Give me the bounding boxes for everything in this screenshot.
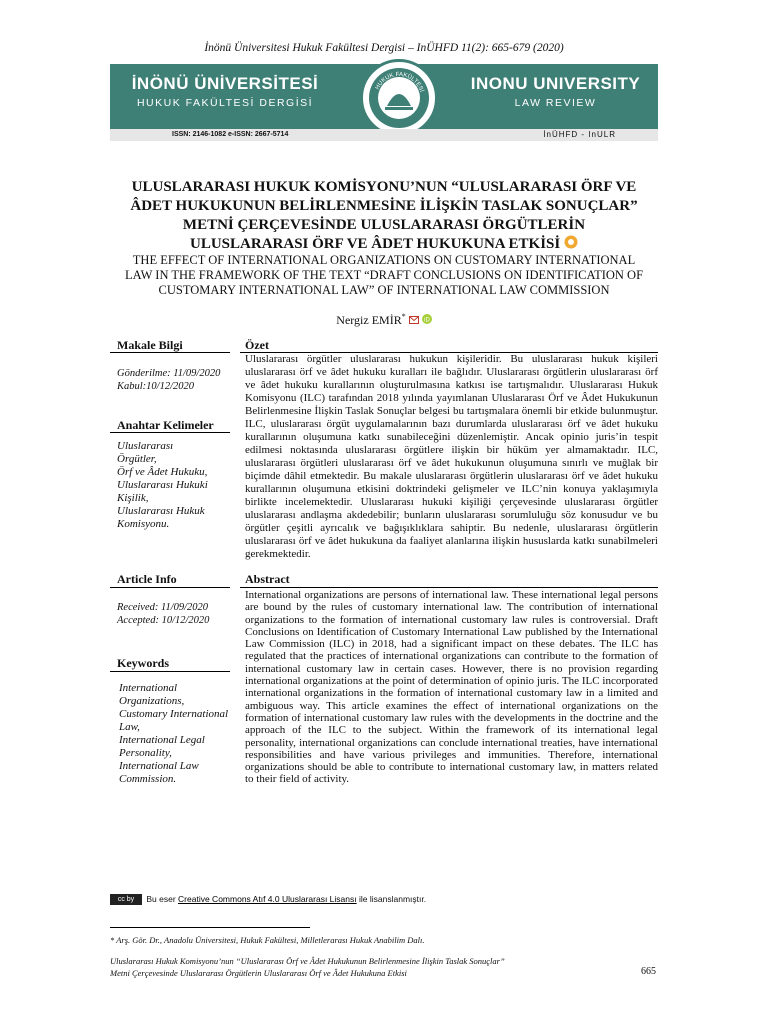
- title-tr-line: ULUSLARARASI ÖRF VE ÂDET HUKUKUNA ETKİSİ: [190, 236, 561, 252]
- abstract-body: International organizations are persons of international law. These international legal persons are bound by the rules of customary international law. The contribution of international organizations to the formation of international customary law rules is controversial. Draft Conclusions on Identification of Customary International Law published by the International Law Commission (ILC) in 2018, had a significant impact on these debates. The ILC has regulated that the practices of international organizations can contribute to the formation of international customary law in certain cases. However, there is no provision regarding international organizations at the point of determination of opinio juris. The ILC incorporated international organizations in the formation of international customary law in a limited and ambiguous way. This article examines the effect of international organizations on the formation of international customary law rules with the developments in the doctrine and the approach of the ILC to the subject. Within the framework of its international legal personality, international organizations can conclude international treaties, have international responsibilities and have various privileges and immunities. Therefore, international organizations should be able to contribute to international customary law, in matters related to their field of activity.: [245, 589, 658, 786]
- keyword: Commission.: [119, 773, 177, 785]
- banner-right-subtitle: LAW REVIEW: [514, 97, 597, 109]
- summary-body: Uluslararası örgütler uluslararası hukukun kişileridir. Bu uluslararası hukuk kişileri uluslararası örf ve âdet hukuku kuralları ile bağlıdır. Uluslararası örgütlerin uluslararası örf ve âdet hukuku kurallarının oluşturulmasına katkısı ise tartışmalıdır. Uluslararası Hukuk Komisyonu (ILC) tarafından 2018 yılında yayımlanan Uluslararası Örf ve Âdet Hukukunun Belirlenmesine İlişkin Taslak Sonuçlar belgesi bu tartışmalara önemli bir etkide bulunmuştur. ILC, uluslararası örgüt uygulamalarının bazı durumlarda uluslararası örf ve âdet hukuku kurallarının oluşumuna katkı sunabileceğini düzenlemiştir. Ancak opinio juris’in tespit edilmesi noktasında uluslararası örgütlere ilişkin bir hüküm yer almamaktadır. ILC, uluslararası örgütleri uluslararası örf ve âdet hukukunun oluşumuna sınırlı ve muğlak bir biçimde dâhil etmektedir. Bu makale uluslararası örgütlerin uluslararası örf ve âdet hukuku kurallarının oluşumuna etkisini doktrindeki gelişmeler ve ILC’nin konuya yaklaşımıyla birlikte incelemektedir. Uluslararası hukuki kişiliği çerçevesinde uluslararası örgütler uluslararası andlaşma akdedebilir; bunların uluslararası sorumluluğu söz konusudur ve bu örgütler çeşitli ayrıcalık ve bağışıklıklara sahiptir. Bu nedenle, uluslararası örgütlerin uluslararası örf ve âdet hukukuna da faaliyet alanlarına ilişkin hususlarda katkı sunabilmeleri gerekmektedir.: [245, 353, 658, 560]
- running-footer: [110, 955, 505, 979]
- university-seal-icon: [363, 62, 435, 134]
- title-en-line: LAW IN THE FRAMEWORK OF THE TEXT “DRAFT CONCLUSIONS ON IDENTIFICATION OF: [124, 268, 644, 282]
- svg-text:iD: iD: [423, 317, 430, 324]
- email-icon[interactable]: [409, 316, 419, 324]
- divider: [110, 432, 230, 433]
- cc-by-badge-icon[interactable]: cc by: [110, 894, 142, 905]
- journal-banner: [110, 64, 658, 129]
- article-title-tr: [90, 178, 678, 254]
- dates-en: [117, 601, 209, 627]
- keyword: Customary International: [119, 708, 229, 720]
- accepted-date: Accepted: 10/12/2020: [117, 615, 210, 626]
- keywords-en: [119, 682, 239, 786]
- keyword: International Law: [119, 760, 199, 772]
- keyword: Personality,: [119, 747, 172, 759]
- keyword: Organizations,: [119, 695, 185, 707]
- orcid-icon[interactable]: [422, 314, 432, 324]
- divider: [110, 671, 230, 672]
- crossmark-icon[interactable]: [564, 235, 578, 249]
- page-number: 665: [641, 966, 656, 977]
- banner-left: [110, 74, 340, 109]
- keyword: Komisyonu.: [117, 518, 170, 530]
- banner-right: [453, 74, 658, 109]
- keyword: Law,: [119, 721, 140, 733]
- footnote: * Arş. Gör. Dr., Anadolu Üniversitesi, Hukuk Fakültesi, Milletlerarası Hukuk Anabilim Dalı.: [110, 935, 425, 945]
- article-info-heading-tr: Makale Bilgi: [117, 338, 183, 352]
- title-tr-line-last: [90, 235, 678, 254]
- banner-right-title: INONU UNIVERSITY: [470, 74, 641, 93]
- divider: [110, 587, 230, 588]
- banner-left-subtitle: HUKUK FAKÜLTESİ DERGİSİ: [136, 97, 314, 109]
- license-prefix: Bu eser: [146, 894, 176, 904]
- dates-tr: [117, 367, 220, 393]
- keyword: Örgütler,: [117, 453, 157, 465]
- issn-bar: [110, 129, 658, 141]
- license-suffix: ile lisanslanmıştır.: [359, 894, 427, 904]
- author-name: Nergiz EMİR: [336, 313, 402, 327]
- title-en-line: CUSTOMARY INTERNATIONAL LAW” OF INTERNATIONAL LAW COMMISSION: [158, 283, 610, 297]
- university-logo: [360, 59, 438, 137]
- running-footer-line: Metni Çerçevesinde Uluslararası Örgütlerin Uluslararası Örf ve Âdet Hukukuna Etkisi: [110, 968, 407, 978]
- license-line: [110, 894, 426, 905]
- journal-header: İnönü Üniversitesi Hukuk Fakültesi Dergisi – InÜHFD 11(2): 665-679 (2020): [204, 42, 564, 54]
- keyword: Uluslararası Hukuk: [117, 505, 205, 517]
- article-title-en: [110, 253, 658, 298]
- author-footnote-mark: *: [401, 312, 406, 321]
- title-tr-line: ÂDET HUKUKUNUN BELİRLENMESİNE İLİŞKİN TASLAK SONUÇLAR”: [130, 198, 638, 214]
- keyword: Örf ve Âdet Hukuku,: [117, 466, 208, 478]
- article-info-heading-en: Article Info: [117, 572, 177, 586]
- received-date: Received: 11/09/2020: [117, 602, 209, 613]
- keywords-heading-tr: Anahtar Kelimeler: [117, 418, 214, 432]
- keyword: International: [119, 682, 178, 694]
- logo-text: HUKUK FAKÜLTESİ: [374, 71, 425, 93]
- summary-heading: Özet: [245, 338, 269, 352]
- keyword: International Legal: [119, 734, 205, 746]
- title-en-line: THE EFFECT OF INTERNATIONAL ORGANIZATIONS ON CUSTOMARY INTERNATIONAL: [132, 253, 636, 267]
- footnote-divider: [110, 927, 310, 928]
- title-tr-line: ULUSLARARASI HUKUK KOMİSYONU’NUN “ULUSLARARASI ÖRF VE: [131, 179, 637, 195]
- banner-left-title: İNÖNÜ ÜNİVERSİTESİ: [131, 74, 319, 93]
- keywords-tr: [117, 440, 232, 531]
- license-link[interactable]: Creative Commons Atıf 4.0 Uluslararası Lisansı: [178, 894, 357, 904]
- journal-abbrev: İnÜHFD - InULR: [543, 130, 616, 139]
- keyword: Uluslararası: [117, 440, 174, 452]
- title-tr-line: METNİ ÇERÇEVESİNDE ULUSLARARASI ÖRGÜTLERİN: [182, 217, 586, 233]
- abstract-heading: Abstract: [245, 572, 290, 586]
- keywords-heading-en: Keywords: [117, 656, 169, 670]
- divider: [110, 352, 230, 353]
- divider: [240, 587, 658, 588]
- keyword: Kişilik,: [117, 492, 149, 504]
- keyword: Uluslararası Hukuki: [117, 479, 208, 491]
- received-date: Gönderilme: 11/09/2020: [117, 368, 221, 379]
- running-footer-line: Uluslararası Hukuk Komisyonu’nun “Uluslararası Örf ve Âdet Hukukunun Belirlenmesine İlişkin Taslak Sonuçlar”: [110, 956, 505, 966]
- author-line: [0, 312, 768, 328]
- accepted-date: Kabul:10/12/2020: [117, 381, 195, 392]
- issn-text: ISSN: 2146-1082 e-ISSN: 2667-5714: [172, 131, 289, 138]
